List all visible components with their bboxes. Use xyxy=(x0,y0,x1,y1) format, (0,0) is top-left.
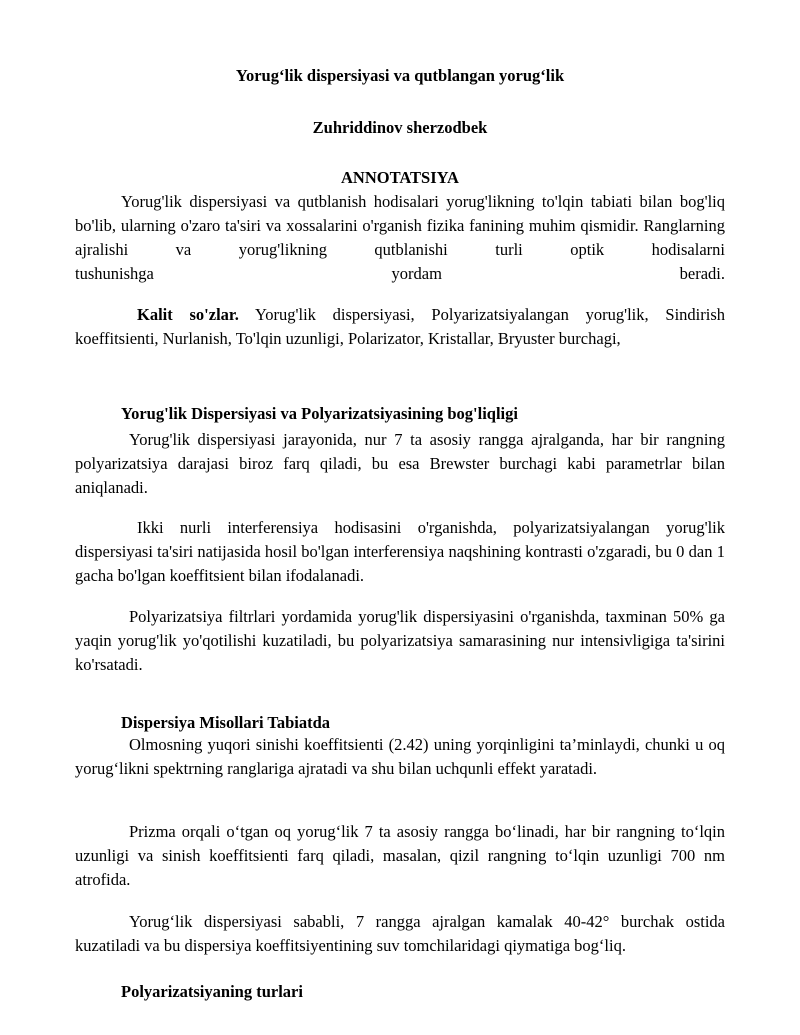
document-title: Yorug‘lik dispersiyasi va qutblangan yorug‘lik xyxy=(235,66,565,85)
abstract-paragraph: Yorug'lik dispersiyasi va qutblanish hodisalari yorug'likning to'lqin tabiati bilan bog'liq bo'lib, ularning o'zaro ta'siri va xossalarini o'rganish fizika fanining muhim qismidir. Ranglarning ajralishi va yorug'likning qutblanishi turli optik hodisalarni xyxy=(75,192,725,259)
keywords-list: Yorug'lik dispersiyasi, Polyarizatsiyalangan yorug'lik, Sindirish koeffitsienti, Nurlanish, To'lqin uzunligi, Polarizator, Kristallar, Bryuster burchagi, xyxy=(75,305,725,348)
section-heading-dispersion-examples: Dispersiya Misollari Tabiatda xyxy=(121,713,331,732)
section1-paragraph-2: Ikki nurli interferensiya hodisasini o'rganishda, polyarizatsiyalangan yorug'lik dispersiyasi ta'siri natijasida hosil bo'lgan interferensiya naqshining kontrasti o'zgaradi, bu 0 dan 1 gacha bo'lgan koeffitsient bilan ifodalanadi. xyxy=(75,518,725,585)
abstract-paragraph-last-line: tushunishga yordam beradi. xyxy=(75,264,725,283)
section2-paragraph-1: Olmosning yuqori sinishi koeffitsienti (2.42) uning yorqinligini ta’minlaydi, chunki u oq yorug‘likni spektrning ranglariga ajratadi va shu bilan uchqunli effekt yaratadi. xyxy=(75,735,725,778)
section1-paragraph-1: Yorug'lik dispersiyasi jarayonida, nur 7 ta asosiy rangga ajralganda, har bir rangning polyarizatsiya darajasi biroz farq qiladi, bu esa Brewster burchagi kabi parametrlar bilan aniqlanadi. xyxy=(75,430,725,497)
author-name: Zuhriddinov sherzodbek xyxy=(312,118,488,137)
section2-paragraph-2: Prizma orqali o‘tgan oq yorug‘lik 7 ta asosiy rangga bo‘linadi, har bir rangning to‘lqin uzunligi va sinish koeffitsienti farq qiladi, masalan, qizil rangning to‘lqin uzunligi 700 nm atrofida. xyxy=(75,822,725,889)
section1-paragraph-3: Polyarizatsiya filtrlari yordamida yorug'lik dispersiyasini o'rganishda, taxminan 50% ga yaqin yorug'lik yo'qotilishi kuzatiladi, bu polyarizatsiya samarasining nur intensivligiga ta'sirini ko'rsatadi. xyxy=(75,607,725,674)
section-heading-polarization-types: Polyarizatsiyaning turlari xyxy=(121,982,303,1001)
keywords-label: Kalit so'zlar. xyxy=(137,305,239,324)
keywords-paragraph xyxy=(75,303,725,351)
abstract-heading: ANNOTATSIYA xyxy=(341,168,459,187)
section-heading-dispersion-polarization: Yorug'lik Dispersiyasi va Polyarizatsiyasining bog'liqligi xyxy=(121,404,518,423)
section2-paragraph-3: Yorug‘lik dispersiyasi sababli, 7 rangga ajralgan kamalak 40-42° burchak ostida kuzatiladi va bu dispersiya koeffitsiyentining suv tomchilaridagi qiymatiga bog‘liq. xyxy=(75,912,725,955)
